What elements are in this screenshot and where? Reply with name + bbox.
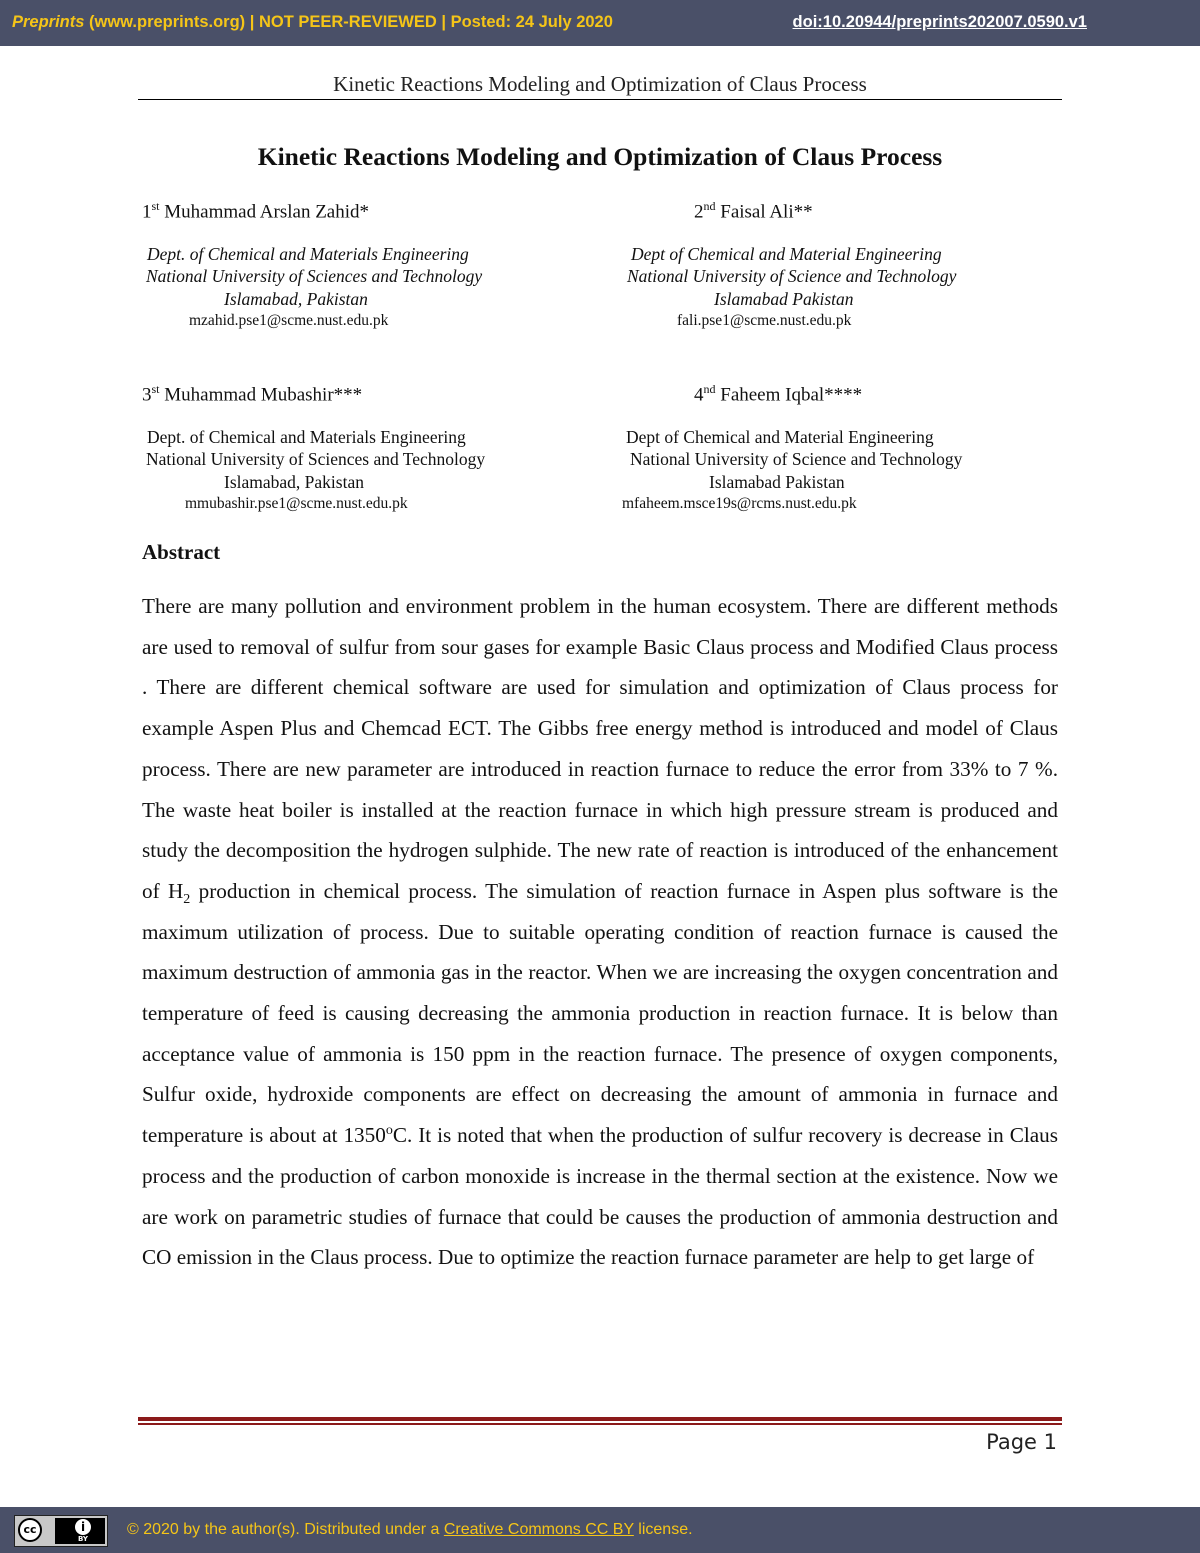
footer-rule-thick xyxy=(138,1417,1062,1421)
author-1-ordinal: 1 xyxy=(142,201,152,223)
running-head: Kinetic Reactions Modeling and Optimization of Claus Process xyxy=(333,72,867,96)
author-1-affiliation xyxy=(146,243,482,332)
author-2-univ: National University of Science and Technology xyxy=(627,266,957,287)
abstract-body xyxy=(142,586,1058,1278)
author-4-city: Islamabad Pakistan xyxy=(709,471,845,492)
author-2-email[interactable]: fali.pse1@scme.nust.edu.pk xyxy=(677,311,852,329)
abstract-text-3: C. It is noted that when the production of sulfur recovery is decrease in Claus process and the production of carbon monoxide is increase in the thermal section at the existence. Now we are work on parametric studies of furnace that could be causes the production of ammonia destruction and CO emission in the Claus process. Due to optimize the reaction furnace parameter are help to get large of xyxy=(142,1123,1058,1270)
license-text xyxy=(127,1521,693,1539)
footer-rule-thin xyxy=(138,1423,1062,1425)
author-3-univ: National University of Sciences and Technology xyxy=(146,449,486,470)
author-2-affiliation xyxy=(627,243,956,332)
author-4-email[interactable]: mfaheem.msce19s@rcms.nust.edu.pk xyxy=(622,494,857,512)
author-4-affiliation xyxy=(622,426,963,515)
abstract-text-1: There are many pollution and environment problem in the human ecosystem. There are different methods are used to removal of sulfur from sour gases for example Basic Claus process and Modified Claus process . There are different chemical software are used for simulation and optimization of Claus process for example Aspen Plus and Chemcad ECT. The Gibbs free energy method is introduced and model of Claus process. There are new parameter are introduced in reaction furnace to reduce the error from 33% to 7 %. The waste heat boiler is installed at the reaction furnace in which high pressure stream is produced and study the decomposition the hydrogen sulphide. The new rate of reaction is introduced of the enhancement of H xyxy=(142,594,1058,903)
author-1-dept: Dept. of Chemical and Materials Engineering xyxy=(147,244,469,264)
abstract-h2-subscript: 2 xyxy=(183,892,191,908)
author-3-affiliation xyxy=(146,426,485,515)
page-number: Page 1 xyxy=(986,1430,1057,1454)
author-3-ordinal-suffix: st xyxy=(151,382,160,396)
author-4-name xyxy=(694,382,862,406)
license-link[interactable]: Creative Commons CC BY xyxy=(443,1521,634,1538)
author-3-email[interactable]: mmubashir.pse1@scme.nust.edu.pk xyxy=(185,494,408,512)
author-2-name xyxy=(694,199,813,223)
author-4-fullname: Faheem Iqbal**** xyxy=(715,384,863,406)
license-bar xyxy=(0,1507,1200,1553)
running-head-rule xyxy=(138,99,1062,100)
author-2-dept: Dept of Chemical and Material Engineering xyxy=(631,244,942,264)
abstract-degree-symbol: o xyxy=(385,1123,393,1139)
author-1-univ: National University of Sciences and Technology xyxy=(146,266,483,287)
author-1-city: Islamabad, Pakistan xyxy=(224,288,368,309)
cc-by-badge-icon[interactable] xyxy=(14,1515,108,1547)
author-4-univ: National University of Science and Technology xyxy=(630,449,963,470)
license-prefix: © 2020 by the author(s). Distributed under a xyxy=(127,1521,444,1538)
author-2-ordinal-suffix: nd xyxy=(703,199,716,213)
author-2-fullname: Faisal Ali** xyxy=(715,201,813,223)
author-4-dept: Dept of Chemical and Material Engineering xyxy=(626,427,934,447)
doi-link[interactable]: doi:10.20944/preprints202007.0590.v1 xyxy=(792,13,1087,31)
by-label: BY xyxy=(77,1535,89,1543)
banner-info xyxy=(12,13,613,32)
preprint-banner xyxy=(0,0,1200,46)
author-4-ordinal-suffix: nd xyxy=(703,382,716,396)
author-2-ordinal: 2 xyxy=(694,201,704,223)
author-3-dept: Dept. of Chemical and Materials Engineering xyxy=(147,427,466,447)
author-4-ordinal: 4 xyxy=(694,384,704,406)
author-1-email[interactable]: mzahid.pse1@scme.nust.edu.pk xyxy=(189,311,389,329)
cc-logo-icon: cc xyxy=(18,1518,42,1542)
author-3-name xyxy=(142,382,362,406)
paper-title: Kinetic Reactions Modeling and Optimization of Claus Process xyxy=(257,142,943,171)
abstract-heading: Abstract xyxy=(142,540,221,564)
author-3-fullname: Muhammad Mubashir*** xyxy=(159,384,363,406)
banner-brand[interactable]: Preprints xyxy=(12,13,85,31)
abstract-text-2: production in chemical process. The simulation of reaction furnace in Aspen plus software is the maximum utilization of process. Due to suitable operating condition of reaction furnace is caused the maximum destruction of ammonia gas in the reactor. When we are increasing the oxygen concentration and temperature of feed is causing decreasing the ammonia production in reaction furnace. It is below than acceptance value of ammonia is 150 ppm in the reaction furnace. The presence of oxygen components, Sulfur oxide, hydroxide components are effect on decreasing the amount of ammonia in furnace and temperature is about at 1350 xyxy=(142,878,1059,1148)
banner-status: (www.preprints.org) | NOT PEER-REVIEWED | Posted: 24 July 2020 xyxy=(84,13,613,31)
attribution-person-icon: i xyxy=(75,1519,91,1535)
author-3-ordinal: 3 xyxy=(142,384,152,406)
license-suffix: license. xyxy=(633,1521,693,1538)
author-1-ordinal-suffix: st xyxy=(151,199,160,213)
author-3-city: Islamabad, Pakistan xyxy=(224,471,364,492)
author-1-fullname: Muhammad Arslan Zahid* xyxy=(159,201,370,223)
author-1-name xyxy=(142,199,369,223)
author-2-city: Islamabad Pakistan xyxy=(714,288,854,309)
